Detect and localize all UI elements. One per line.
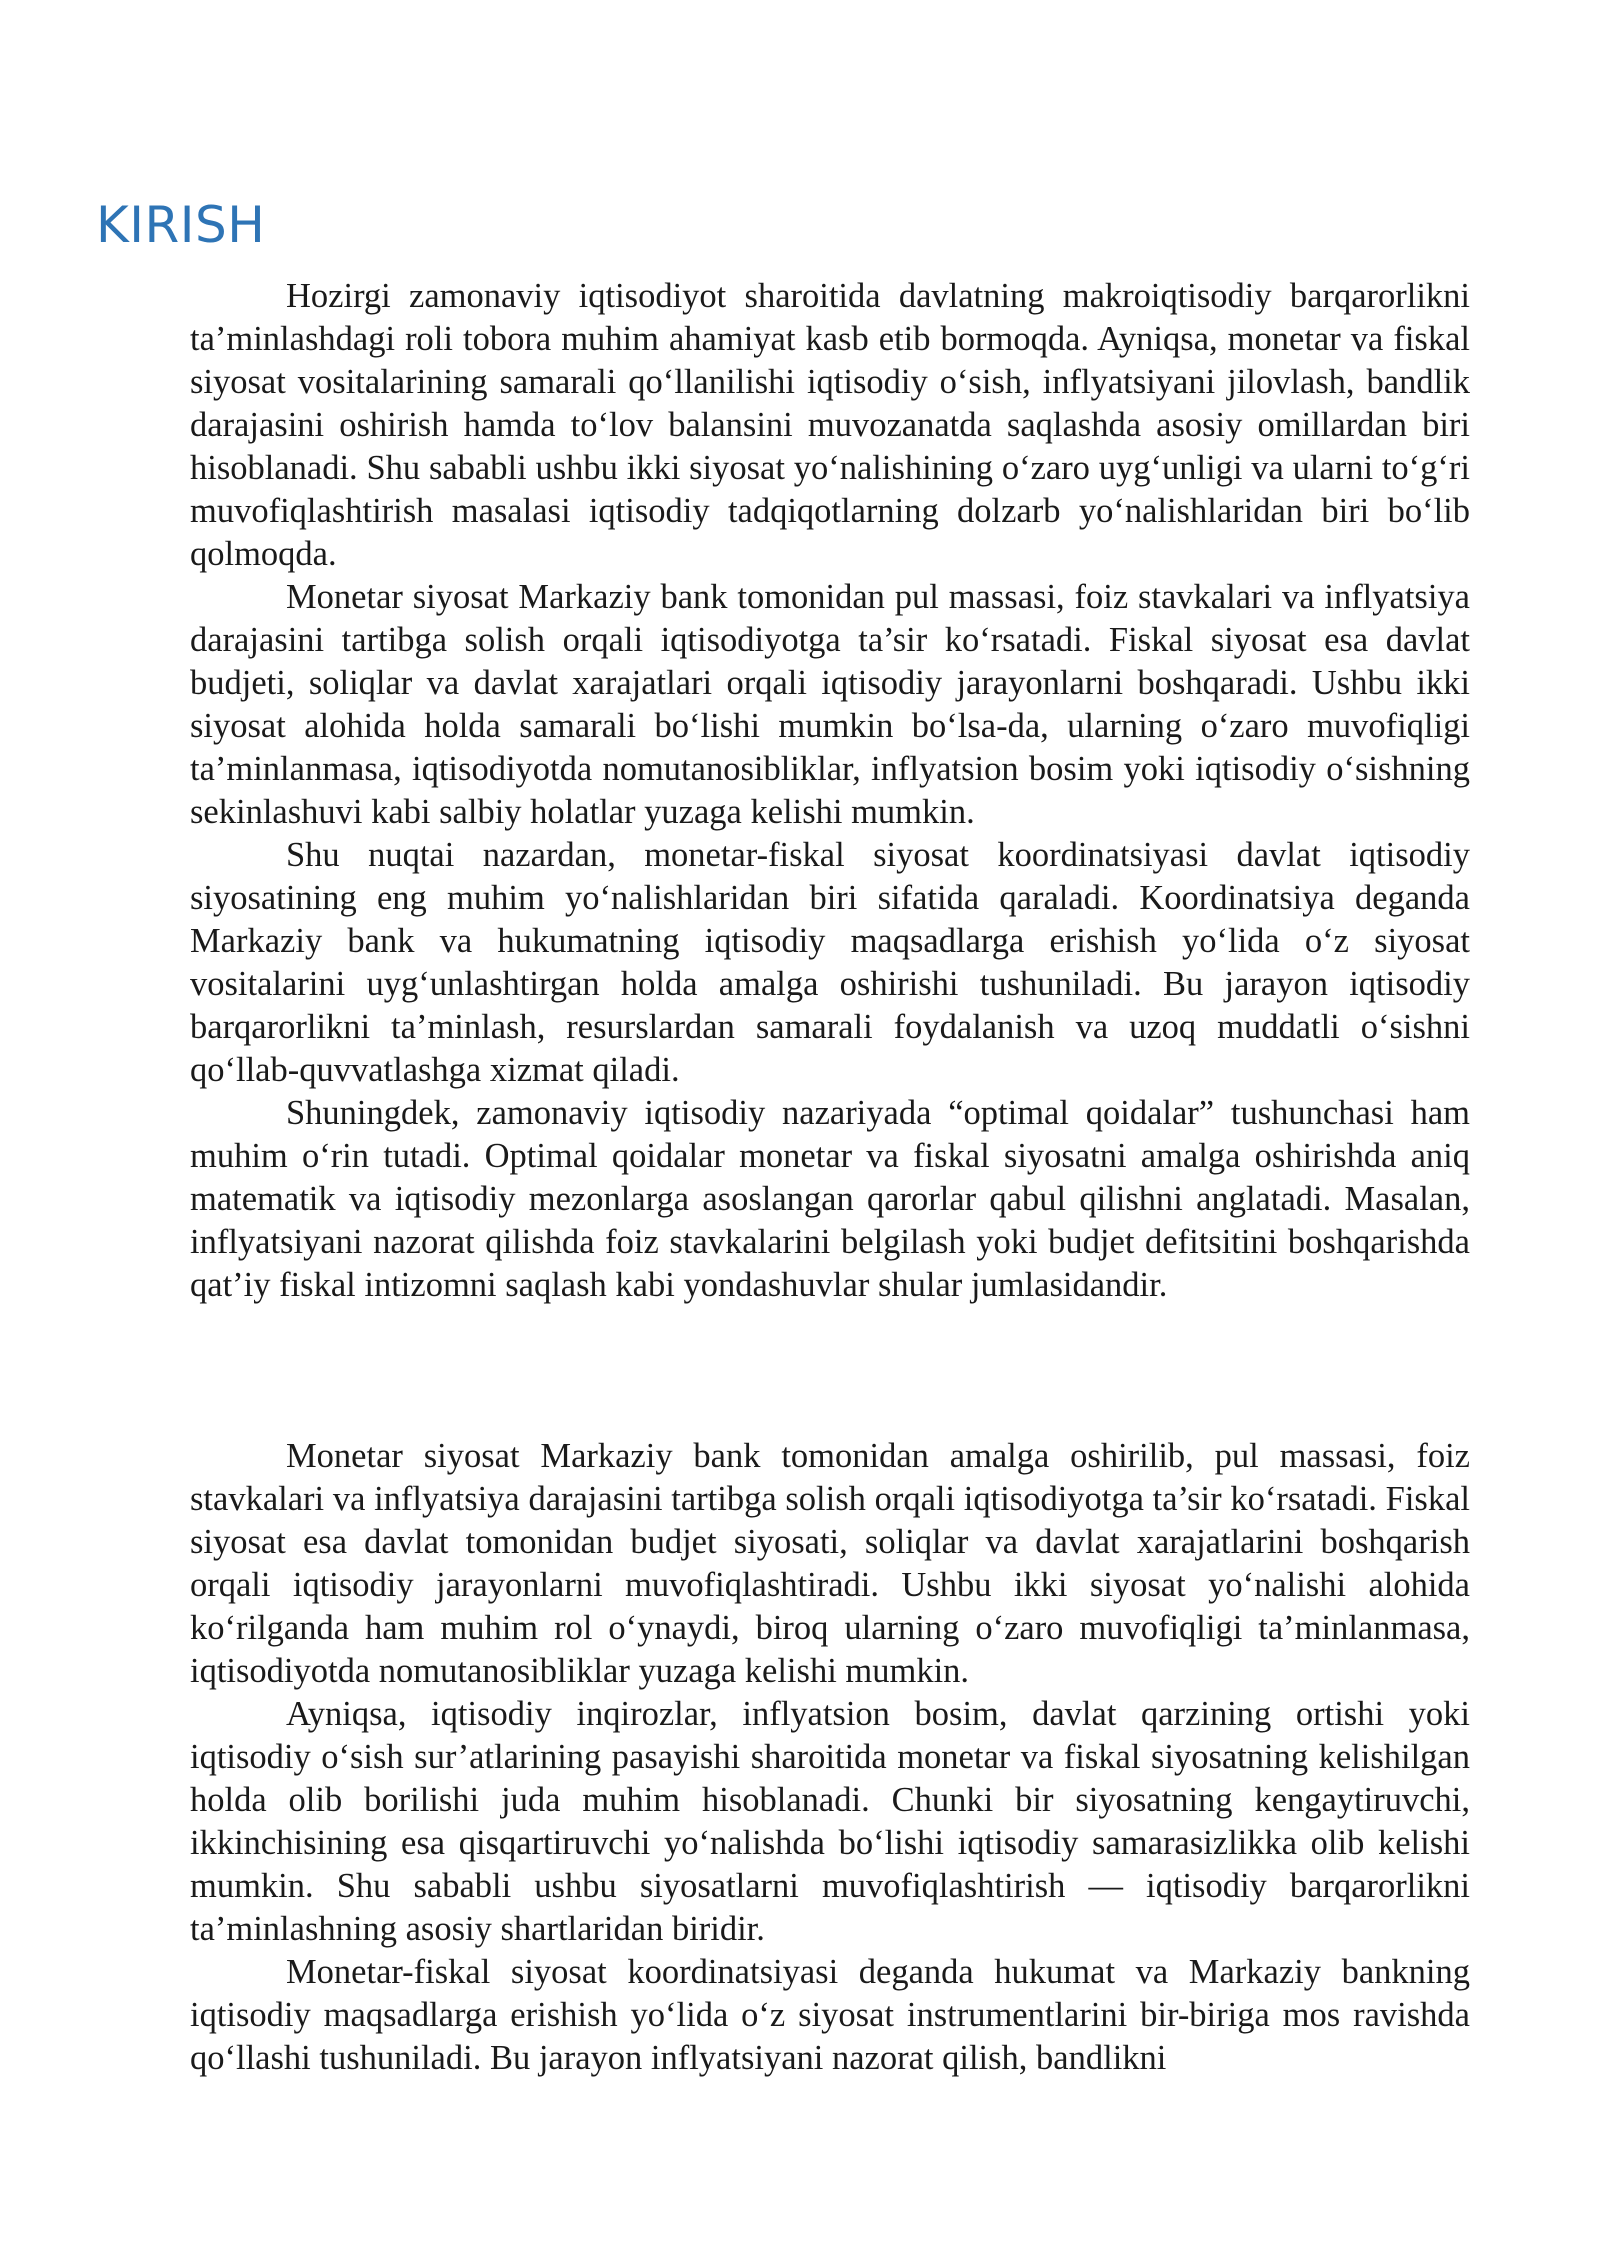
body-text-block-2 <box>190 1435 1470 2080</box>
paragraph: Monetar siyosat Markaziy bank tomonidan pul massasi, foiz stavkalari va inflyatsiya darajasini tartibga solish orqali iqtisodiyotga ta’sir ko‘rsatadi. Fiskal siyosat esa davlat budjeti, soliqlar va davlat xarajatlari orqali iqtisodiy jarayonlarni boshqaradi. Ushbu ikki siyosat alohida holda samarali bo‘lishi mumkin bo‘lsa-da, ularning o‘zaro muvofiqligi ta’minlanmasa, iqtisodiyotda nomutanosibliklar, inflyatsion bosim yoki iqtisodiy o‘sishning sekinlashuvi kabi salbiy holatlar yuzaga kelishi mumkin. <box>190 578 1470 831</box>
paragraph: Hozirgi zamonaviy iqtisodiyot sharoitida davlatning makroiqtisodiy barqarorlikni ta’minlashdagi roli tobora muhim ahamiyat kasb etib bormoqda. Ayniqsa, monetar va fiskal siyosat vositalarining samarali qo‘llanilishi iqtisodiy o‘sish, inflyatsiyani jilovlash, bandlik darajasini oshirish hamda to‘lov balansini muvozanatda saqlashda asosiy omillardan biri hisoblanadi. Shu sababli ushbu ikki siyosat yo‘nalishining o‘zaro uyg‘unligi va ularni to‘g‘ri muvofiqlashtirish masalasi iqtisodiy tadqiqotlarning dolzarb yo‘nalishlaridan biri bo‘lib qolmoqda. <box>190 277 1470 573</box>
paragraph: Ayniqsa, iqtisodiy inqirozlar, inflyatsion bosim, davlat qarzining ortishi yoki iqtisodiy o‘sish sur’atlarining pasayishi sharoitida monetar va fiskal siyosatning kelishilgan holda olib borilishi juda muhim hisoblanadi. Chunki bir siyosatning kengaytiruvchi, ikkinchisining esa qisqartiruvchi yo‘nalishda bo‘lishi iqtisodiy samarasizlikka olib kelishi mumkin. Shu sababli ushbu siyosatlarni muvofiqlashtirish — iqtisodiy barqarorlikni ta’minlashning asosiy shartlaridan biridir. <box>190 1695 1470 1948</box>
paragraph: Shuningdek, zamonaviy iqtisodiy nazariyada “optimal qoidalar” tushunchasi ham muhim o‘rin tutadi. Optimal qoidalar monetar va fiskal siyosatni amalga oshirishda aniq matematik va iqtisodiy mezonlarga asoslangan qarorlar qabul qilishni anglatadi. Masalan, inflyatsiyani nazorat qilishda foiz stavkalarini belgilash yoki budjet defitsitini boshqarishda qat’iy fiskal intizomni saqlash kabi yondashuvlar shular jumlasidandir. <box>190 1094 1470 1304</box>
paragraph: Shu nuqtai nazardan, monetar-fiskal siyosat koordinatsiyasi davlat iqtisodiy siyosatining eng muhim yo‘nalishlaridan biri sifatida qaraladi. Koordinatsiya deganda Markaziy bank va hukumatning iqtisodiy maqsadlarga erishish yo‘lida o‘z siyosat vositalarini uyg‘unlashtirgan holda amalga oshirishi tushuniladi. Bu jarayon iqtisodiy barqarorlikni ta’minlash, resurslardan samarali foydalanish va uzoq muddatli o‘sishni qo‘llab-quvvatlashga xizmat qiladi. <box>190 836 1470 1089</box>
paragraph: Monetar-fiskal siyosat koordinatsiyasi deganda hukumat va Markaziy bankning iqtisodiy maqsadlarga erishish yo‘lida o‘z siyosat instrumentlarini bir-biriga mos ravishda qo‘llashi tushuniladi. Bu jarayon inflyatsiyani nazorat qilish, bandlikni <box>190 1953 1470 2077</box>
section-heading: KIRISH <box>96 196 266 254</box>
body-text-block-1 <box>190 275 1470 1307</box>
paragraph: Monetar siyosat Markaziy bank tomonidan amalga oshirilib, pul massasi, foiz stavkalari va inflyatsiya darajasini tartibga solish orqali iqtisodiyotga ta’sir ko‘rsatadi. Fiskal siyosat esa davlat tomonidan budjet siyosati, soliqlar va davlat xarajatlarini boshqarish orqali iqtisodiy jarayonlarni muvofiqlashtiradi. Ushbu ikki siyosat yo‘nalishi alohida ko‘rilganda ham muhim rol o‘ynaydi, biroq ularning o‘zaro muvofiqligi ta’minlanmasa, iqtisodiyotda nomutanosibliklar yuzaga kelishi mumkin. <box>190 1437 1470 1690</box>
